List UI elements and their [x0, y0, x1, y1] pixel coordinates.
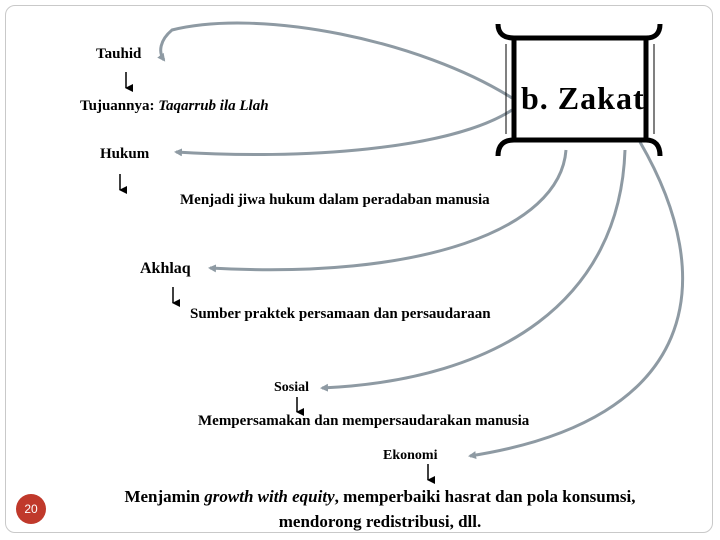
arrow-zakat-to-hukum	[176, 110, 512, 155]
tujuan-italic: Taqarrub ila Llah	[158, 98, 269, 114]
label-hukum: Hukum	[100, 146, 150, 162]
label-akhlaq: Akhlaq	[140, 260, 191, 277]
ekonomi-desc-part1: Menjamin	[124, 487, 205, 506]
tujuan-prefix: Tujuannya:	[80, 98, 159, 114]
label-ekonomi-desc	[40, 484, 720, 534]
arrow-zakat-to-sosial	[322, 150, 625, 388]
label-tauhid: Tauhid	[96, 46, 142, 62]
ekonomi-desc-line1	[40, 484, 720, 509]
ekonomi-desc-line2: mendorong redistribusi, dll.	[278, 512, 482, 531]
label-akhlaq-desc: Sumber praktek persamaan dan persaudaraan	[190, 306, 491, 322]
slide-number-badge: 20	[16, 494, 46, 524]
ekonomi-desc-italic: growth with equity	[204, 487, 335, 506]
zakat-title: b. Zakat	[521, 80, 645, 116]
arrow-zakat-to-ekonomi	[470, 142, 683, 456]
arrow-zakat-to-tauhid	[161, 23, 512, 98]
label-hukum-desc: Menjadi jiwa hukum dalam peradaban manusia	[180, 192, 490, 208]
label-ekonomi: Ekonomi	[383, 448, 438, 463]
arrow-zakat-to-akhlaq	[210, 150, 566, 270]
ekonomi-desc-part2: , memperbaiki hasrat dan pola konsumsi,	[334, 487, 636, 506]
label-tujuan	[80, 98, 269, 115]
label-sosial-desc: Mempersamakan dan mempersaudarakan manusia	[198, 413, 530, 429]
zakat-box	[510, 40, 650, 152]
label-sosial: Sosial	[274, 380, 310, 395]
